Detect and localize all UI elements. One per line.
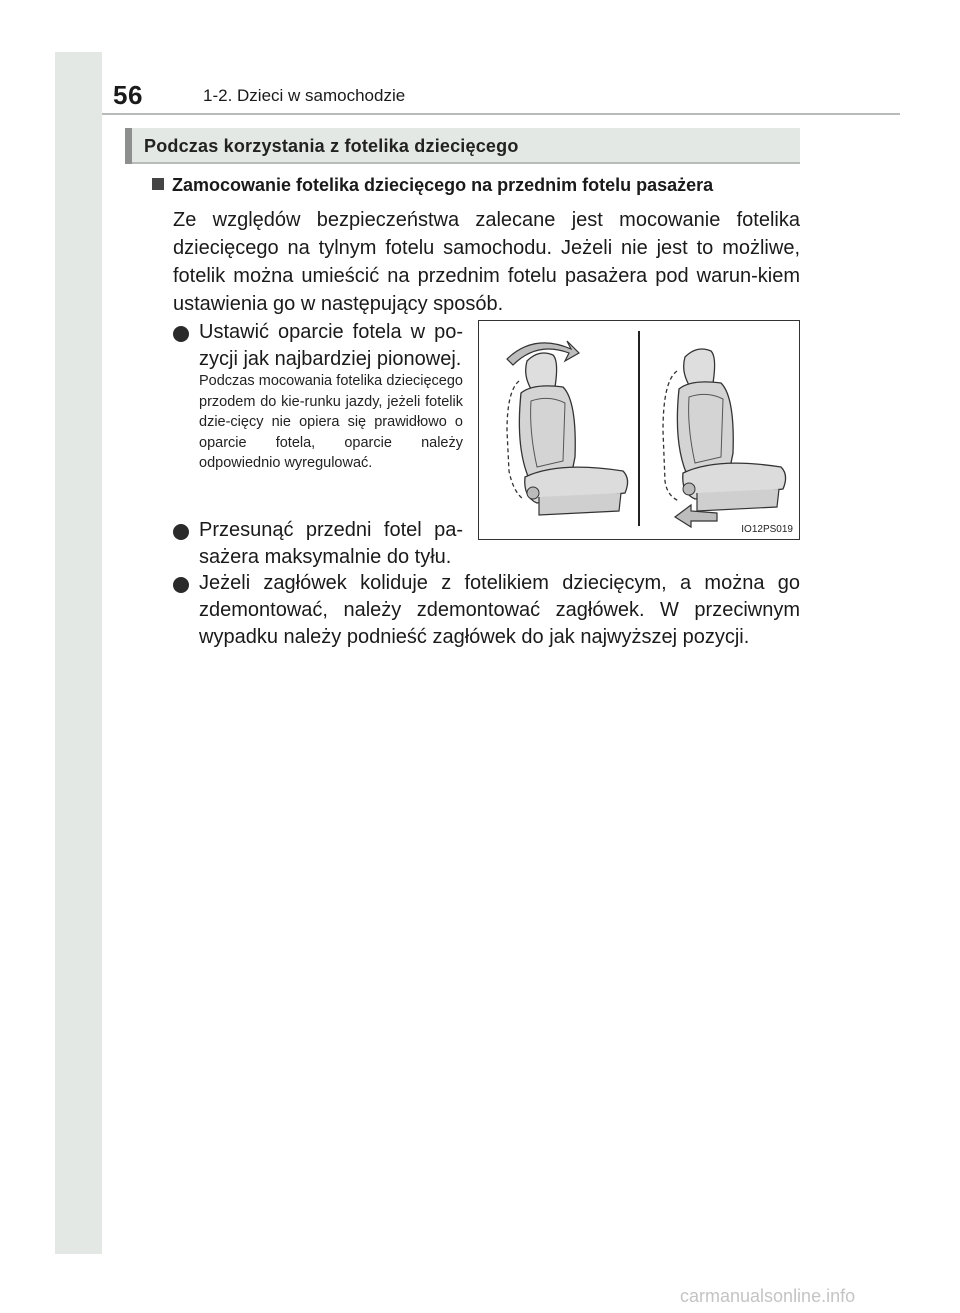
- figure-code: IO12PS019: [741, 524, 793, 535]
- bullet-dot-icon: [173, 326, 189, 342]
- watermark: carmanualsonline.info: [680, 1286, 856, 1306]
- section-title: Podczas korzystania z fotelika dziecięcego: [144, 136, 519, 156]
- bullet-dot-icon: [173, 577, 189, 593]
- note-text: Podczas mocowania fotelika dziecięcego przodem do kie-runku jazdy, jeżeli fotelik dzie-cięcy nie opiera się prawidłowo o oparcie fotela, oparcie należy odpowiednio wyregulować.: [199, 373, 463, 472]
- subsection-title: Zamocowanie fotelika dziecięcego na przednim fotelu pasażera: [172, 175, 714, 195]
- bullet-item: [173, 517, 463, 571]
- bullet-text: Przesunąć przedni fotel pa-sażera maksymalnie do tyłu.: [199, 519, 463, 568]
- bullet-item: [173, 319, 463, 373]
- bullet-text: Ustawić oparcie fotela w po-zycji jak najbardziej pionowej.: [199, 321, 463, 370]
- bullet-text: Jeżeli zagłówek koliduje z fotelikiem dziecięcym, a można go zdemontować, należy zdemontować zagłówek. W przeciwnym wypadku należy podnieść zagłówek do jak najwyższej pozycji.: [199, 572, 800, 648]
- bullet-dot-icon: [173, 524, 189, 540]
- subsection-heading: [152, 175, 800, 196]
- section-header: [125, 128, 800, 164]
- intro-paragraph: Ze względów bezpieczeństwa zalecane jest mocowanie fotelika dziecięcego na tylnym fotelu samochodu. Jeżeli nie jest to możliwe, fotelik można umieścić na przednim fotelu pasażera pod warun-kiem ustawienia go w następujący sposób.: [173, 209, 800, 315]
- chapter-title: 1-2. Dzieci w samochodzie: [203, 86, 406, 105]
- page-number: 56: [113, 80, 143, 110]
- square-bullet-icon: [152, 178, 164, 190]
- bullet-item: [173, 570, 800, 651]
- seat-illustration: [478, 320, 800, 540]
- section-accent: [125, 128, 132, 164]
- seat-drawing: [479, 321, 798, 538]
- side-tab-strip: [55, 52, 102, 1254]
- header-rule: [102, 113, 900, 115]
